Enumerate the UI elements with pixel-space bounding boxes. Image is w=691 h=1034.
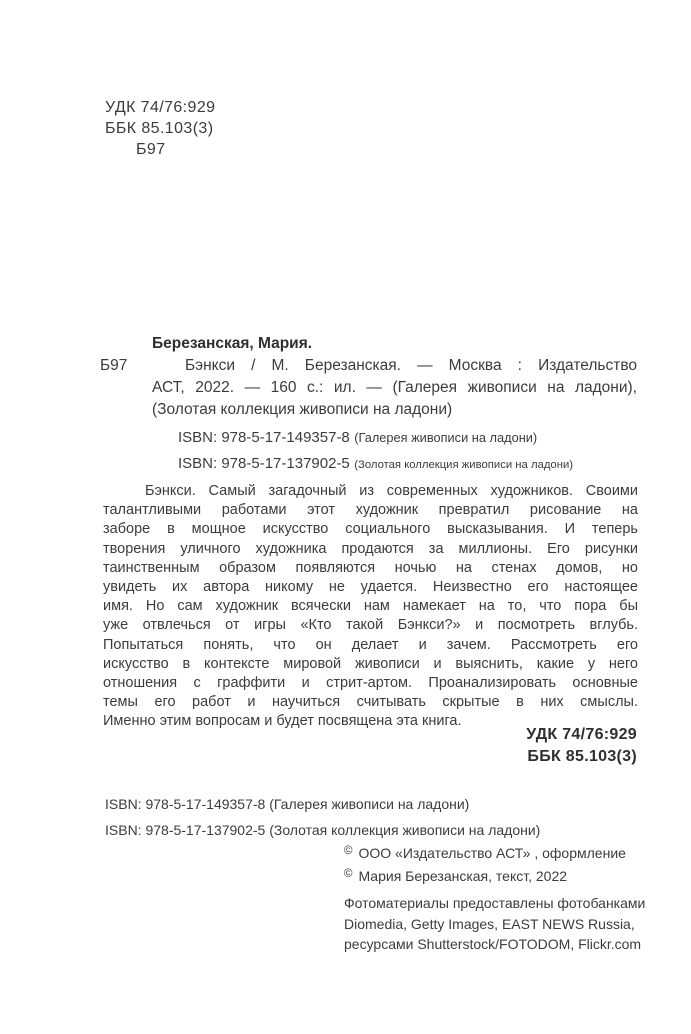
classification-codes-top xyxy=(105,97,215,160)
photo-credits-line: Diomedia, Getty Images, EAST NEWS Russia, xyxy=(344,915,635,932)
annotation-line: имя. Но сам художник всячески нам намекает на то, что пора бы xyxy=(103,598,638,615)
entry-line: Бэнкси / М. Березанская. — Москва : Издательство xyxy=(185,357,637,374)
annotation-line: увидеть их автора никому не удается. Неизвестно его настоящее xyxy=(103,579,638,596)
colophon xyxy=(344,841,645,955)
annotation-line: заборе в мощное искусство социального высказывания. И теперь xyxy=(103,521,638,538)
copyright-text: Мария Березанская, текст, 2022 xyxy=(358,867,568,884)
author-sign-code: Б97 xyxy=(136,141,166,158)
photo-credits xyxy=(344,893,645,955)
annotation-line: талантливыми работами этот художник превратил рисование на xyxy=(103,502,638,519)
bbk-code: ББК 85.103(3) xyxy=(105,120,214,137)
isbn-series: (Золотая коллекция живописи на ладони) xyxy=(354,459,574,471)
photo-credits-line: Фотоматериалы предоставлены фотобанками xyxy=(344,895,646,911)
entry-author-heading: Березанская, Мария. xyxy=(152,335,313,352)
annotation-line: искусство в контексте мировой живописи и выяснить, какие у него xyxy=(103,655,638,672)
isbn-number: ISBN: 978-5-17-137902-5 xyxy=(178,455,350,472)
bibliographic-entry xyxy=(152,333,637,421)
classification-codes-bottom xyxy=(526,724,637,768)
copyright-icon: © xyxy=(344,845,353,857)
copyright-line xyxy=(344,841,645,864)
udk-code: УДК 74/76:929 xyxy=(105,99,216,116)
isbn-line: ISBN: 978-5-17-149357-8 (Галерея живописи на ладони) xyxy=(105,796,470,812)
bbk-code-bottom: ББК 85.103(3) xyxy=(527,748,637,765)
copyright-line xyxy=(344,864,645,887)
annotation-line: Именно этим вопросам и будет посвящена эта книга. xyxy=(103,713,462,730)
entry-author-sign: Б97 xyxy=(100,357,128,374)
photo-credits-line: ресурсами Shutterstock/FOTODOM, Flickr.com xyxy=(344,936,642,952)
annotation-line: отношения с граффити и стрит-артом. Проанализировать основные xyxy=(103,675,638,692)
annotation-line: таинственным образом появляются ночью на стенах домов, но xyxy=(103,559,638,576)
copyright-icon: © xyxy=(344,867,353,880)
annotation-line: Бэнкси. Самый загадочный из современных художников. Своими xyxy=(145,483,638,499)
entry-line: АСТ, 2022. — 160 с.: ил. — (Галерея живописи на ладони), xyxy=(152,379,637,396)
annotation-line: творения уличного художника продаются за миллионы. Его рисунки xyxy=(103,540,638,557)
isbn-block-bottom xyxy=(105,792,540,843)
annotation-paragraph xyxy=(103,482,638,732)
annotation-line: уже отвлечься от игры «Кто такой Бэнкси?» и посмотреть вглубь. xyxy=(103,617,638,634)
isbn-line xyxy=(178,451,573,478)
annotation-line: темы его работ и научиться считывать скрытые в них смыслы. xyxy=(103,694,638,711)
udk-code-bottom: УДК 74/76:929 xyxy=(526,726,637,743)
isbn-block-top xyxy=(178,425,573,478)
annotation-line: Попытаться понять, что он делает и зачем. Рассмотреть его xyxy=(103,636,638,653)
isbn-line xyxy=(178,425,573,451)
isbn-line: ISBN: 978-5-17-137902-5 (Золотая коллекция живописи на ладони) xyxy=(105,821,541,838)
isbn-number: ISBN: 978-5-17-149357-8 xyxy=(178,429,350,446)
isbn-series: (Галерея живописи на ладони) xyxy=(354,430,538,445)
copyright-text: ООО «Издательство АСТ» , оформление xyxy=(358,845,626,861)
entry-line: (Золотая коллекция живописи на ладони) xyxy=(152,401,453,418)
